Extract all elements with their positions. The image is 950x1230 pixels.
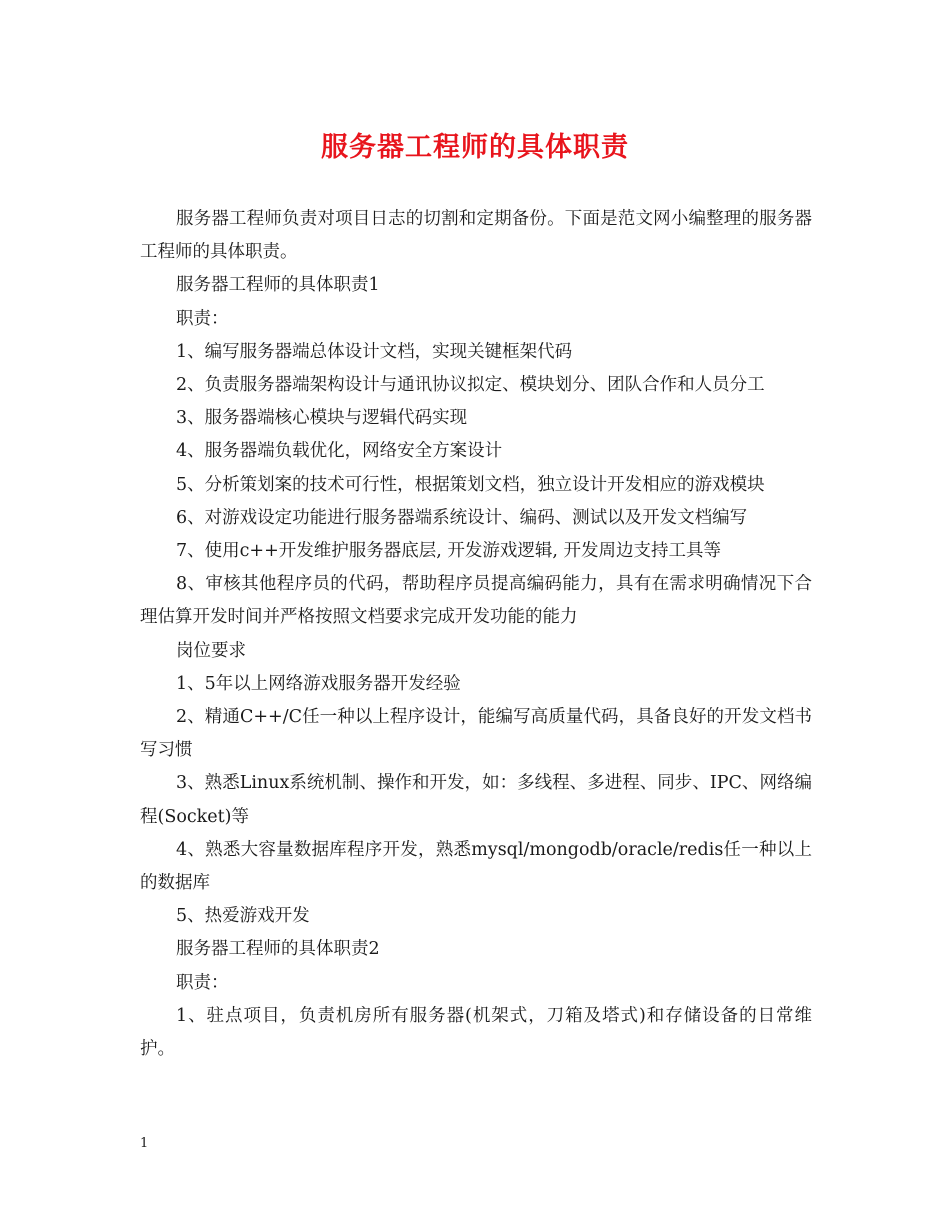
duty-item: 2、负责服务器端架构设计与通讯协议拟定、模块划分、团队合作和人员分工	[176, 375, 765, 396]
requirements-label: 岗位要求	[176, 640, 246, 661]
section-heading-1: 服务器工程师的具体职责1	[176, 275, 380, 296]
duty-item: 4、服务器端负载优化，网络安全方案设计	[176, 441, 503, 462]
duties-label: 职责：	[176, 972, 229, 993]
duty-item: 6、对游戏设定功能进行服务器端系统设计、编码、测试以及开发文档编写	[176, 507, 748, 528]
document-title: 服务器工程师的具体职责	[321, 132, 629, 163]
requirement-item: 1、5年以上网络游戏服务器开发经验	[176, 673, 461, 694]
duty-item: 5、分析策划案的技术可行性，根据策划文档，独立设计开发相应的游戏模块	[176, 474, 765, 495]
requirement-item: 2、精通C++/C任一种以上程序设计，能编写高质量代码，具备良好的开发文档书写习惯	[140, 707, 812, 761]
intro-paragraph: 服务器工程师负责对项目日志的切割和定期备份。下面是范文网小编整理的服务器工程师的具体职责。	[140, 209, 812, 263]
duty-item: 8、审核其他程序员的代码，帮助程序员提高编码能力，具有在需求明确情况下合理估算开发时间并严格按照文档要求完成开发功能的能力	[140, 574, 812, 628]
requirement-item: 4、熟悉大容量数据库程序开发，熟悉mysql/mongodb/oracle/redis任一种以上的数据库	[140, 839, 812, 894]
requirement-item: 5、热爱游戏开发	[176, 906, 310, 927]
duty-item: 1、编写服务器端总体设计文档，实现关键框架代码	[176, 341, 573, 362]
section-heading-2: 服务器工程师的具体职责2	[176, 939, 380, 960]
page-number: 1	[140, 1136, 149, 1151]
requirement-item: 3、熟悉Linux系统机制、操作和开发，如：多线程、多进程、同步、IPC、网络编程(Socket)等	[140, 773, 812, 827]
document-body	[140, 203, 812, 1066]
duty-item: 7、使用c++开发维护服务器底层, 开发游戏逻辑, 开发周边支持工具等	[176, 541, 722, 562]
duty-item: 3、服务器端核心模块与逻辑代码实现	[176, 408, 468, 429]
duties-label: 职责：	[176, 308, 229, 329]
duty-item: 1、驻点项目，负责机房所有服务器(机架式，刀箱及塔式)和存储设备的日常维护。	[140, 1005, 812, 1060]
